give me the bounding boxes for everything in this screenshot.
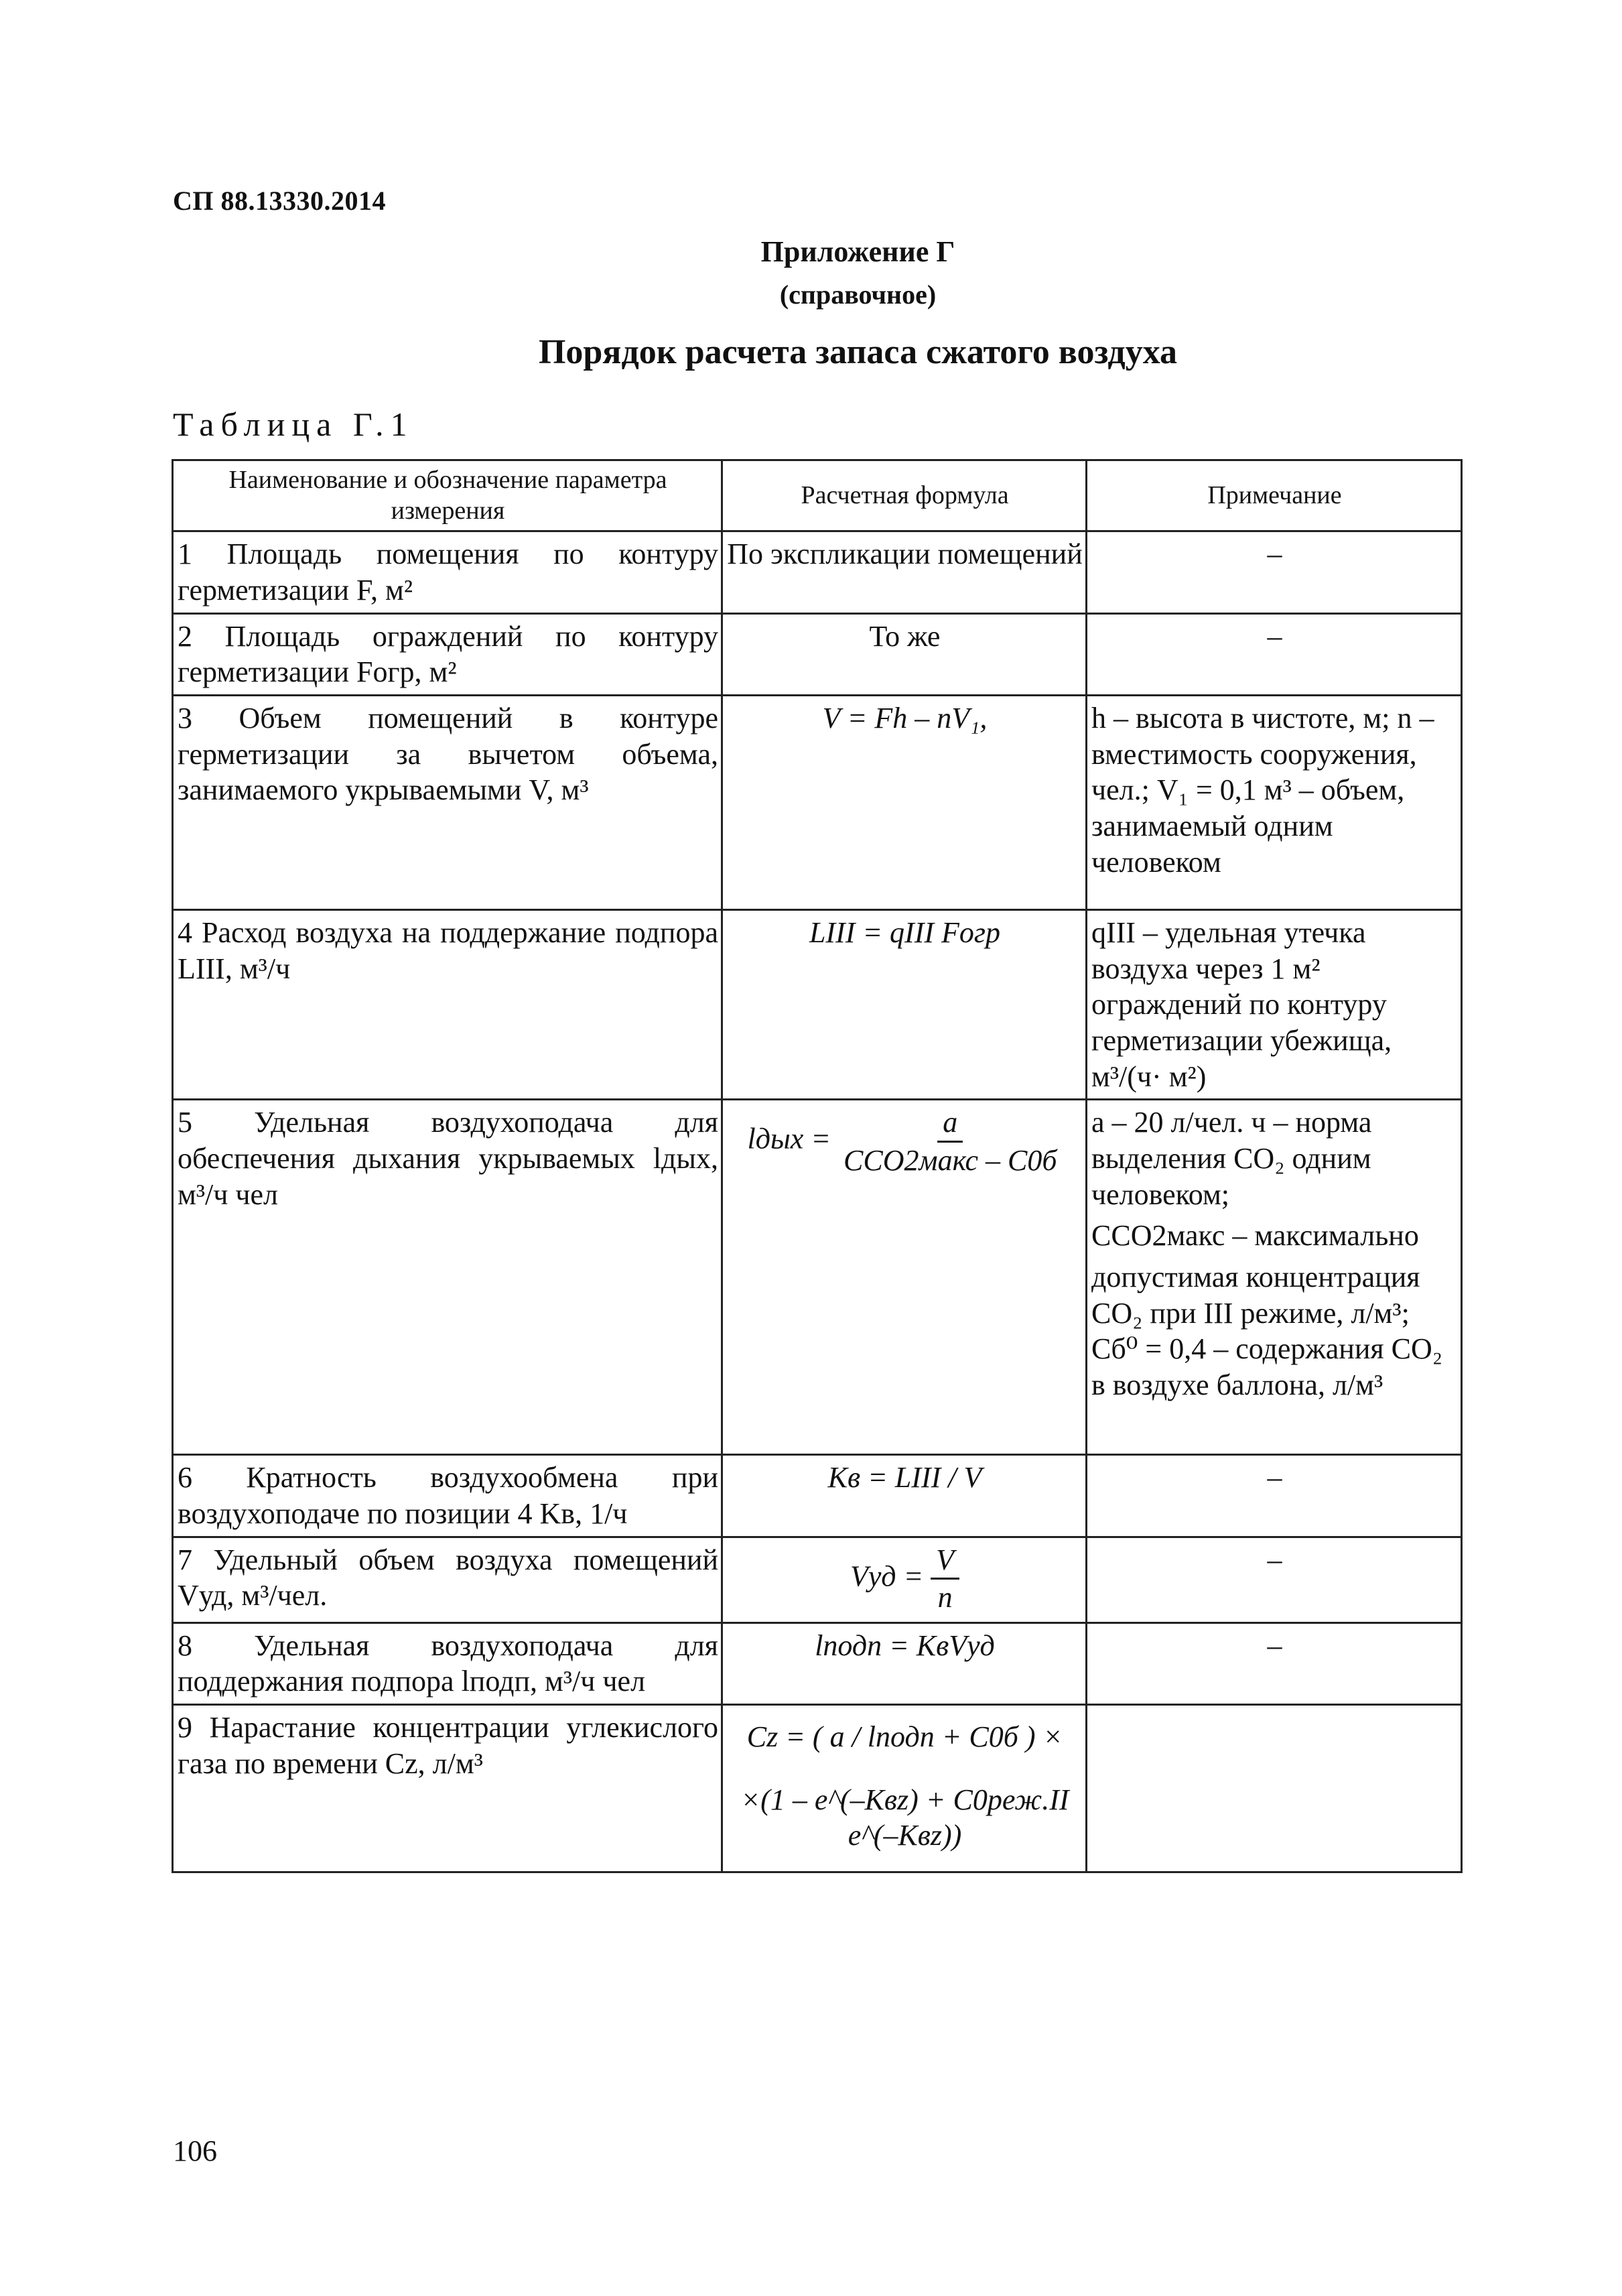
- table-row: [173, 1455, 1462, 1537]
- formula-cell: По экспликации помещений: [722, 531, 1087, 613]
- formula-fraction: [931, 1542, 959, 1616]
- formula-cell: [722, 1537, 1087, 1622]
- parameter-cell: 4 Расход воздуха на поддержание подпора LIII, м³/ч: [173, 909, 722, 1099]
- table-row: [173, 695, 1462, 909]
- table-row: [173, 909, 1462, 1099]
- table-row: [173, 1100, 1462, 1455]
- parameter-cell: 8 Удельная воздухоподача для поддержания подпора lподп, м³/ч чел: [173, 1622, 722, 1704]
- table-row: [173, 1704, 1462, 1872]
- formula-lhs: lдых =: [747, 1122, 831, 1155]
- document-code: СП 88.13330.2014: [173, 186, 386, 216]
- calculation-table: [172, 459, 1463, 1873]
- page-number: 106: [173, 2134, 217, 2167]
- parameter-cell: 7 Удельный объем воздуха помещений Vуд, м³/чел.: [173, 1537, 722, 1622]
- formula-cell: [722, 1100, 1087, 1455]
- note-cell: –: [1087, 613, 1462, 695]
- table-header-row: [173, 460, 1462, 531]
- appendix-heading: Приложение Г: [760, 235, 955, 268]
- note-cell: –: [1087, 1622, 1462, 1704]
- table-row: [173, 531, 1462, 613]
- fraction-numerator: a: [937, 1104, 963, 1143]
- formula-cell: [722, 1704, 1087, 1872]
- note-cell: [1087, 1704, 1462, 1872]
- note-cell: –: [1087, 1455, 1462, 1537]
- formula-line: Cz = ( a / lподп + C0б ) ×: [746, 1720, 1063, 1753]
- fraction-numerator: V: [931, 1542, 959, 1580]
- fraction-denominator: n: [937, 1581, 953, 1614]
- note-cell: [1087, 1100, 1462, 1455]
- column-header-parameter: Наименование и обозначение параметра измерения: [173, 460, 722, 531]
- column-header-note: Примечание: [1087, 460, 1462, 531]
- formula-lhs: Vуд =: [850, 1559, 924, 1592]
- formula-fraction: [838, 1104, 1062, 1178]
- parameter-cell: 6 Кратность воздухообмена при воздухоподаче по позиции 4 Kв, 1/ч: [173, 1455, 722, 1537]
- note-line: CCO2макс – максимально: [1091, 1219, 1419, 1253]
- formula-cell: lподп = KвVуд: [722, 1622, 1087, 1704]
- fraction-denominator: CCO2макс – C0б: [843, 1143, 1057, 1177]
- note-line: допустимая концентрация CO₂ при III режиме, л/м³; Cб⁰ = 0,4 – содержания CO₂ в воздухе баллона, л/м³: [1091, 1260, 1443, 1401]
- formula-cell: Kв = LIII / V: [722, 1455, 1087, 1537]
- note-cell: –: [1087, 531, 1462, 613]
- parameter-cell: 2 Площадь ограждений по контуру герметизации Fогр, м²: [173, 613, 722, 695]
- note-cell: qIII – удельная утечка воздуха через 1 м² ограждений по контуру герметизации убежища, м³/(ч· м²): [1087, 909, 1462, 1099]
- parameter-cell: 3 Объем помещений в контуре герметизации за вычетом объема, занимаемого укрываемыми V, м³: [173, 695, 722, 909]
- note-cell: –: [1087, 1537, 1462, 1622]
- table-caption: Таблица Г.1: [173, 405, 414, 443]
- formula-cell: V = Fh – nV₁,: [722, 695, 1087, 909]
- appendix-type: (справочное): [779, 279, 937, 310]
- table-row: [173, 613, 1462, 695]
- column-header-formula: Расчетная формула: [722, 460, 1087, 531]
- formula-cell: LIII = qIII Fогр: [722, 909, 1087, 1099]
- table-row: [173, 1537, 1462, 1622]
- parameter-cell: 1 Площадь помещения по контуру герметизации F, м²: [173, 531, 722, 613]
- table-row: [173, 1622, 1462, 1704]
- formula-cell: То же: [722, 613, 1087, 695]
- parameter-cell: 9 Нарастание концентрации углекислого газа по времени Cz, л/м³: [173, 1704, 722, 1872]
- page-title: Порядок расчета запаса сжатого воздуха: [538, 333, 1178, 371]
- parameter-cell: 5 Удельная воздухоподача для обеспечения дыхания укрываемых lдых, м³/ч чел: [173, 1100, 722, 1455]
- note-line: a – 20 л/чел. ч – норма выделения CO₂ одним человеком;: [1091, 1106, 1372, 1211]
- note-cell: h – высота в чистоте, м; n – вместимость сооружения, чел.; V₁ = 0,1 м³ – объем, занимаемый одним человеком: [1087, 695, 1462, 909]
- formula-line: ×(1 – e^(–Kвz) + C0реж.II e^(–Kвz)): [740, 1783, 1069, 1852]
